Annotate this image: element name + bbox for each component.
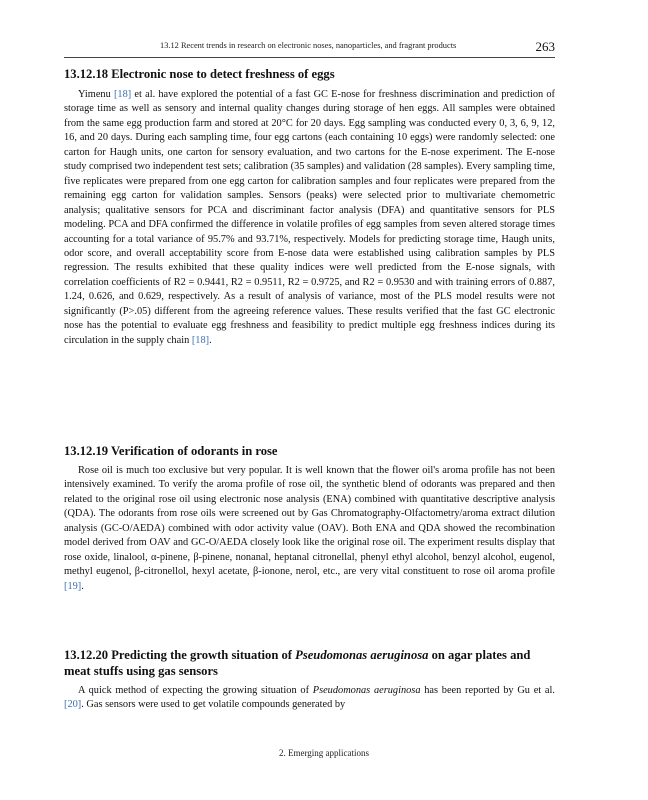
section-paragraph-rose — [64, 464, 555, 594]
page-footer: 2. Emerging applications — [278, 748, 370, 758]
citation-link[interactable]: [18] — [191, 334, 210, 346]
section-paragraph-eggs — [64, 88, 555, 348]
section-heading-13-12-18: 13.12.18 Electronic nose to detect freshness of eggs — [64, 67, 335, 81]
citation-link[interactable]: [19] — [64, 580, 82, 592]
running-header — [64, 39, 555, 58]
text-run: . Gas sensors were used to get volatile compounds generated by — [81, 699, 346, 711]
text-run: A quick method of expecting the growing situation of — [78, 685, 313, 696]
running-title: 13.12 Recent trends in research on electronic noses, nanoparticles, and fragrant products — [160, 41, 457, 50]
text-run: Rose oil is much too exclusive but very popular. It is well known that the flower oil's aroma profile has not been intensively examined. To verify the aroma profile of rose oil, the synthetic blend of odorants was prepared and then related to the original rose oil using electronic nose analysis (ENA) combined with quantitative descriptive analysis (QDA). The odorants from rose oils were screened out by Gas Chromatography-Olfactometry/aroma extract dilution analysis (GC-O/AEDA) combined with odor activity value (OAV). Both ENA and QDA showed the recombination model derived from OAV and GC-O/AEDA closely look like the original rose oil. The experiment results display that rose oxide, linalool, α-pinene, β-pinene, nonanal, heptanal citronellal, phenyl ethyl alcohol, benzyl alcohol, eugenol, methyl eugenol, β-citronellol, hexyl acetate, β-ionone, nerol, etc., are very vital constituent to rose oil aroma profile — [64, 465, 555, 578]
section-paragraph-pseudomonas — [64, 684, 555, 713]
citation-link[interactable]: [20] — [64, 699, 82, 711]
text-run: . — [209, 334, 212, 346]
section-heading-13-12-20 — [64, 647, 555, 679]
text-run: Yimenu — [78, 89, 114, 100]
heading-run: on agar plates and meat stuffs using gas sensors — [64, 648, 531, 678]
text-run: et al. have explored the potential of a fast GC E-nose for freshness discrimination and prediction of storage time as well as sensory and internal quality changes during storage of hen eggs. All samples were obtained from the same egg production farm and stored at 20°C for 20 days. Egg sampling was conducted every 0, 3, 6, 9, 12, 16, and 20 days. During each sampling time, four egg cartons (each containing 10 eggs) were randomly selected: one carton for Haugh units, one carton for sensory evaluation, and two cartons for the E-nose experiment. The E-nose study comprised two independent test sets; calibration (35 samples) and validation (28 samples). Every sampling time, five replicates were prepared from one egg carton for calibration samples and four replicates were prepared from the remaining egg carton for validation samples. Sensors (peaks) were selected prior to multivariate chemometric analysis; qualitative sensors for PCA and discriminant factor analysis (DFA) and quantitative sensors for PLS modeling. PCA and DFA confirmed the difference in volatile profiles of egg samples from seven altered storage times accounting for a total variance of 95.7% and 93.71%, respectively. Models for predicting storage time, Haugh units, odor score, and overall acceptability score from E-nose data were established using calibration samples by PLS regression. The results exhibited that these quality indices were well predicted from the E-nose signals, with correlation coefficients of R2 = 0.9441, R2 = 0.9511, R2 = 0.9725, and R2 = 0.9530 and with training errors of 0.887, 1.24, 0.626, and 0.629, respectively. As a result of analysis of variance, most of the PLS model results were not significantly (P>.05) different from the agreeing reference values. These results verified that the fast GC electronic nose has the potential to evaluate egg freshness and feasibility to predict multiple egg freshness indices during its circulation in the supply chain — [64, 89, 555, 346]
citation-link[interactable]: [18] — [113, 89, 132, 100]
section-heading-13-12-19: 13.12.19 Verification of odorants in rose — [64, 444, 278, 458]
heading-species-name: Pseudomonas aeruginosa — [295, 648, 429, 662]
text-run: has been reported by Gu et al. — [420, 685, 555, 696]
heading-run: 13.12.20 Predicting the growth situation of — [64, 648, 296, 662]
page-number: 263 — [535, 39, 555, 54]
text-run: . — [81, 580, 84, 592]
species-name: Pseudomonas aeruginosa — [312, 685, 421, 696]
